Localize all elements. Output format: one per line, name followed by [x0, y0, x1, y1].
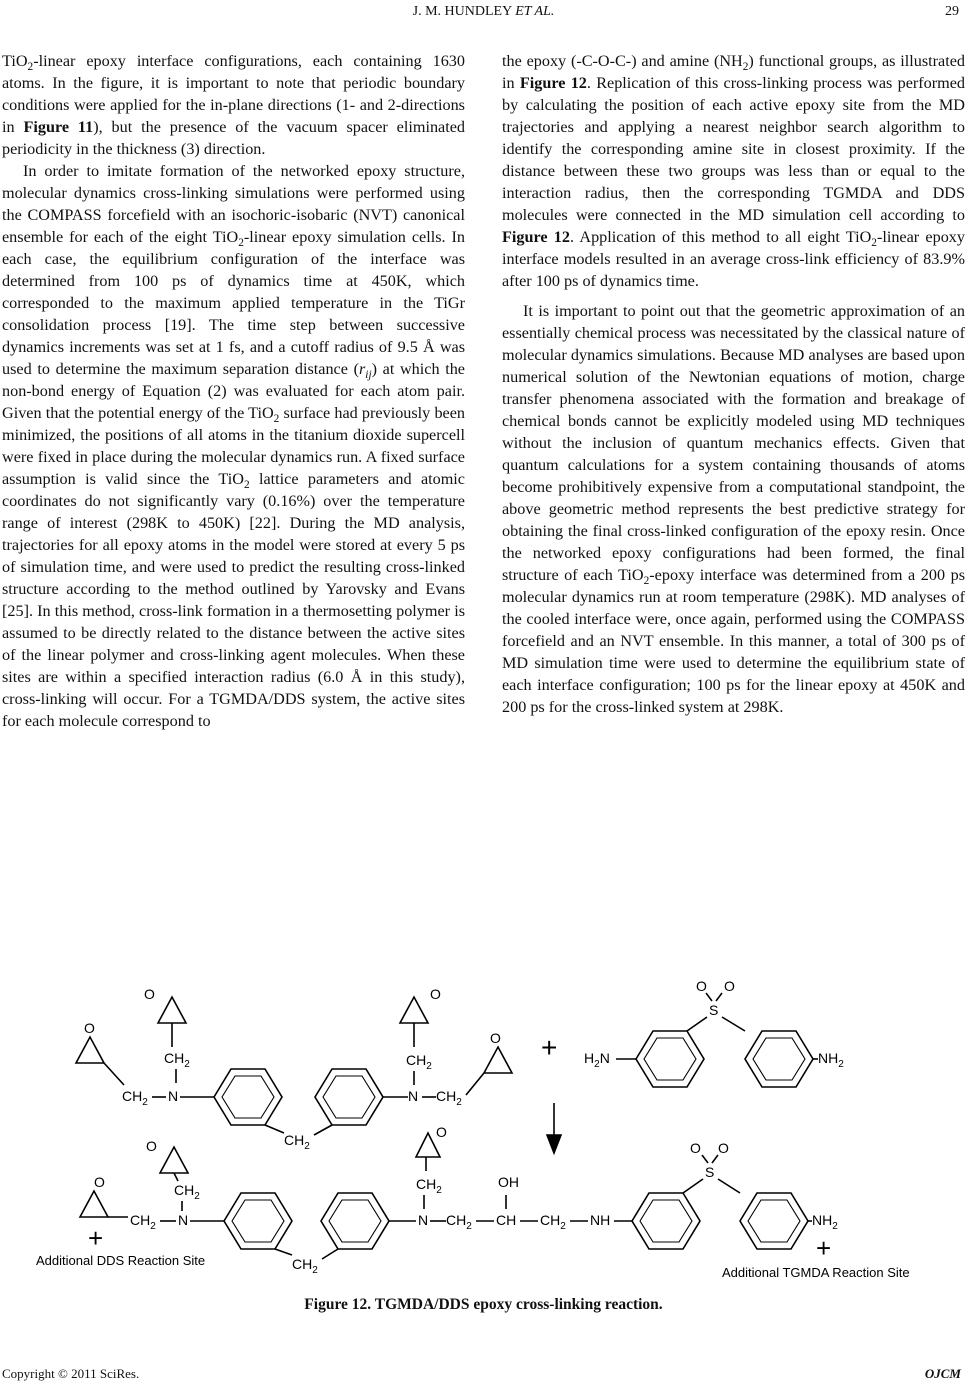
reaction-arrow — [547, 1103, 561, 1153]
right-paragraph-1 — [502, 50, 965, 292]
journal-name: OJCM — [924, 1366, 961, 1381]
text-run: -epoxy interface was determined from a 200 ps molecular dynamics run at room temperature (298K). MD analyses of the cooled interface were, once again, performed using the COMPASS forcefield and an NVT ensemble. In this manner, a total of 300 ps of MD simulation time were used to determine the equilibrium state of each interface configuration; 100 ps for the linear epoxy at 450K and 200 ps for the cross-linked system at 298K. — [502, 566, 965, 716]
epoxide-ring — [146, 1138, 188, 1173]
ch2-label: $CH_2$ — [174, 1182, 200, 1202]
oxygen-label: O — [144, 986, 155, 1002]
amine-label: $H_2N$ — [584, 1050, 610, 1070]
running-etal: ET AL. — [515, 4, 555, 19]
text-run: In order to imitate formation of the networked epoxy structure, molecular dynamics cross-linking simulations were performed using the COMPASS forcefield with an isochoric-isobaric (NVT) canonical ensemble for each of the eight TiO — [2, 162, 465, 246]
ch2-label: $CH_2$ — [540, 1212, 566, 1232]
benzene-ring — [636, 1031, 704, 1087]
nh-label: NH — [590, 1212, 611, 1228]
oxygen-label: O — [436, 1124, 447, 1140]
dds-site-label: Additional DDS Reaction Site — [36, 1253, 206, 1268]
left-paragraph-2 — [2, 160, 465, 732]
copyright: Copyright © 2011 SciRes. — [2, 1366, 140, 1381]
text-run: ) functional groups, as illustrated in — [502, 52, 965, 92]
oxygen-label: O — [724, 978, 735, 994]
tgmda-site-label: Additional TGMDA Reaction Site — [722, 1265, 910, 1280]
benzene-ring — [224, 1193, 292, 1249]
sulfur-label: S — [705, 1164, 715, 1180]
epoxide-ring — [484, 1030, 512, 1073]
text-run: ), but the presence of the vacuum spacer eliminated periodicity in the thickness (3) direction. — [2, 118, 465, 158]
text-run: ) at which the non-bond energy of Equation (2) was evaluated for each atom pair. Given that the potential energy of the TiO — [2, 360, 465, 422]
hydroxyl-label: OH — [498, 1174, 519, 1190]
text-run: TiO — [2, 52, 28, 70]
oxygen-label: O — [696, 978, 707, 994]
left-column — [2, 50, 465, 732]
page-number: 29 — [945, 4, 959, 19]
figure-ref: Figure 12 — [519, 74, 587, 92]
subscript: 2 — [742, 61, 749, 74]
ch2-label: $CH_2$ — [130, 1212, 156, 1232]
oxygen-label: O — [430, 986, 441, 1002]
amine-label: $NH_2$ — [818, 1050, 844, 1070]
figure-ref: Figure 11 — [23, 118, 94, 136]
oxygen-label: O — [690, 1140, 701, 1156]
math-subscript: ij — [365, 369, 372, 382]
text-run: . Replication of this cross-linking process was performed by calculating the position of each active epoxy site from the MD trajectories and applying a nearest neighbor search algorithm to identify the corresponding amine site in closest proximity. If the distance between these two groups was less than or equal to the interaction radius, then the corresponding TGMDA and DDS molecules were connected in the MD simulation cell according to — [502, 74, 966, 224]
subscript: 2 — [273, 413, 280, 426]
epoxide-ring — [80, 1174, 108, 1217]
ch2-label: $CH_2$ — [446, 1212, 472, 1232]
subscript: 2 — [871, 237, 877, 250]
ch2-label: $CH_2$ — [416, 1176, 442, 1196]
epoxide-ring — [144, 986, 186, 1023]
ch2-label: $CH_2$ — [292, 1256, 318, 1276]
ch2-label: $CH_2$ — [164, 1050, 190, 1070]
text-run: . Application of this method to all eight TiO — [570, 228, 872, 246]
figure-12 — [0, 955, 967, 1295]
amine-label: $NH_2$ — [812, 1212, 838, 1232]
benzene-ring — [315, 1069, 383, 1125]
oxygen-label: O — [94, 1174, 105, 1190]
benzene-ring — [745, 1031, 813, 1087]
plus-sign: + — [88, 1223, 104, 1253]
nitrogen-label: N — [178, 1212, 189, 1228]
text-run: surface had previously been minimized, the positions of all atoms in the titanium dioxide supercell were fixed in place during the molecular dynamics run. A fixed surface assumption is valid since the TiO — [2, 404, 465, 488]
plus-sign: + — [541, 1032, 558, 1063]
left-paragraph-1 — [2, 50, 465, 160]
nitrogen-label: N — [168, 1088, 179, 1104]
figure-caption: Figure 12. TGMDA/DDS epoxy cross-linking reaction. — [304, 1296, 663, 1313]
right-paragraph-2 — [502, 300, 965, 718]
sulfur-label: S — [709, 1002, 719, 1018]
oxygen-label: O — [718, 1140, 729, 1156]
ch2-label: $CH_2$ — [284, 1132, 310, 1152]
ch-label: CH — [496, 1212, 517, 1228]
ch2-label: $CH_2$ — [436, 1088, 462, 1108]
running-author: J. M. HUNDLEY — [412, 4, 512, 19]
text-run: It is important to point out that the geometric approximation of an essentially chemical process was necessitated by the classical nature of molecular dynamics simulations. Because MD analyses are based upon numerical solution of the Newtonian equations of motion, charge transfer phenomena associated with the formation and breakage of chemical bonds cannot be explicitly modeled using MD techniques without the inclusion of quantum mechanics effects. Given that quantum calculations for a system containing thousands of atoms become prohibitively expensive from a computational standpoint, the above geometric method represents the best predictive strategy for obtaining the final cross-linked configuration of the epoxy resin. Once the networked epoxy configurations had been formed, the final structure of each TiO — [502, 302, 965, 584]
epoxide-ring — [400, 986, 441, 1023]
text-run: -linear epoxy interface models resulted in an average cross-link efficiency of 83.9% after 100 ps of dynamics time. — [502, 228, 965, 290]
benzene-ring — [632, 1193, 700, 1249]
benzene-ring — [214, 1069, 282, 1125]
text-run: the epoxy (-C-O-C-) and amine (NH — [502, 52, 743, 70]
text-run: -linear epoxy interface configurations, each containing 1630 atoms. In the figure, it is important to note that periodic boundary conditions were applied for the in-plane directions (1- and 2-directions in — [2, 52, 465, 136]
figure-ref: Figure 12 — [502, 228, 570, 246]
page-header — [0, 0, 967, 26]
right-column — [502, 50, 965, 718]
epoxide-ring — [76, 1020, 104, 1063]
subscript: 2 — [27, 61, 34, 74]
benzene-ring — [321, 1193, 389, 1249]
nitrogen-label: N — [418, 1212, 429, 1228]
subscript: 2 — [643, 575, 650, 588]
ch2-label: $CH_2$ — [406, 1052, 432, 1072]
plus-sign: + — [816, 1233, 832, 1263]
subscript: 2 — [238, 237, 244, 250]
math-var: r — [358, 360, 366, 378]
running-head — [0, 4, 967, 20]
benzene-ring — [740, 1193, 808, 1249]
text-run: lattice parameters and atomic coordinates do not significantly vary (0.16%) over the temperature range of interest (298K to 450K) [22]. During the MD analysis, trajectories for all epoxy atoms in the model were stored at every 5 ps of simulation time, and were used to predict the resulting cross-linked structure according to the method outlined by Yarovsky and Evans [25]. In this method, cross-link formation in a thermosetting polymer is assumed to be directly related to the distance between the active sites of the linear polymer and cross-linking agent molecules. When these sites are within a specified interaction radius (6.0 Å in this study), cross-linking will occur. For a TGMDA/DDS system, the active sites for each molecule correspond to — [2, 470, 465, 730]
oxygen-label: O — [84, 1020, 95, 1036]
epoxide-ring — [416, 1124, 447, 1157]
ch2-label: $CH_2$ — [122, 1088, 148, 1108]
text-run: -linear epoxy simulation cells. In each case, the equilibrium configuration of the interface was determined from 100 ps of dynamics time at 450K, which corresponded to the maximum applied temperature in the TiGr consolidation process [19]. The time step between successive dynamics increments was set at 1 fs, and a cutoff radius of 9.5 Å was used to determine the maximum separation distance ( — [2, 228, 465, 378]
oxygen-label: O — [490, 1030, 501, 1046]
subscript: 2 — [243, 479, 250, 492]
reaction-scheme — [0, 955, 967, 1295]
nitrogen-label: N — [408, 1088, 419, 1104]
oxygen-label: O — [146, 1138, 157, 1154]
